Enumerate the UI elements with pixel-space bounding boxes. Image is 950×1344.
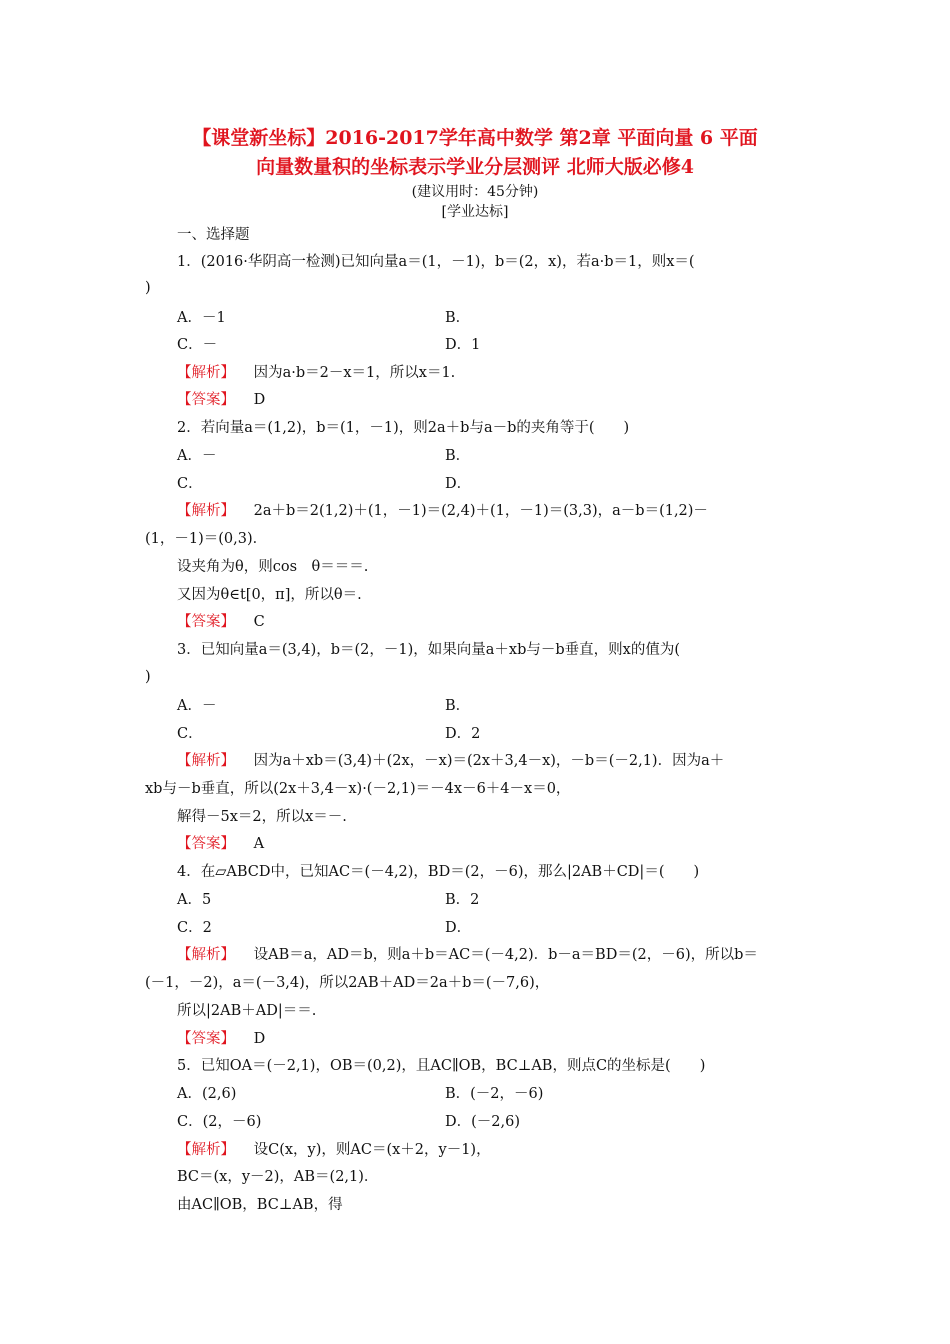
- q4-option-d: D．: [445, 920, 472, 936]
- q3-stem-line-2: ): [145, 669, 151, 685]
- q1-analysis-text: 因为a·b＝2－x＝1，所以x＝1.: [253, 365, 456, 381]
- q4-option-b: B．2: [445, 892, 480, 908]
- q2-answer-value: C: [253, 614, 265, 630]
- q5-option-b: B．(－2，－6): [445, 1086, 544, 1102]
- q1-stem-line-2: ): [145, 280, 151, 296]
- q4-analysis-line-3: 所以|2AB＋AD|＝＝.: [177, 1003, 317, 1019]
- q3-analysis-line-1: [177, 751, 724, 771]
- q3-option-b: B．: [445, 698, 471, 714]
- section-label: [学业达标]: [441, 204, 509, 220]
- section-heading: 一、选择题: [177, 227, 250, 243]
- q5-analysis-text-1: 设C(x，y)，则AC＝(x＋2，y－1)，: [253, 1142, 491, 1158]
- title-line-2: 向量数量积的坐标表示学业分层测评 北师大版必修4: [256, 156, 694, 178]
- q3-analysis-line-2: xb与－b垂直，所以(2x＋3,4－x)·(－2,1)＝－4x－6＋4－x＝0，: [145, 781, 571, 797]
- q1-answer: [177, 390, 265, 410]
- q3-analysis-text-1: 因为a＋xb＝(3,4)＋(2x，－x)＝(2x＋3,4－x)，－b＝(－2,1)．因为a＋: [253, 753, 725, 769]
- q5-stem: 5．已知OA＝(－2,1)，OB＝(0,2)，且AC∥OB，BC⊥AB，则点C的坐标是( ): [177, 1058, 706, 1074]
- q3-answer: [177, 834, 264, 854]
- q4-answer-value: D: [253, 1031, 266, 1047]
- analysis-tag: 【解析】: [177, 1142, 235, 1158]
- q1-option-d: D．1: [445, 337, 481, 353]
- time-hint: (建议用时：45分钟): [411, 184, 539, 200]
- q2-analysis-line-3: 设夹角为θ，则cos θ＝＝＝.: [177, 559, 369, 575]
- q2-analysis-line-2: (1，－1)＝(0,3)．: [145, 531, 268, 547]
- q2-option-d: D．: [445, 476, 472, 492]
- q2-analysis-text-1: 2a＋b＝2(1,2)＋(1，－1)＝(2,4)＋(1，－1)＝(3,3)，a－b＝(1,2)－: [253, 503, 708, 519]
- q4-option-c: C．2: [177, 920, 212, 936]
- q4-analysis-line-2: (－1，－2)，a＝(－3,4)，所以2AB＋AD＝2a＋b＝(－7,6)，: [145, 975, 550, 991]
- analysis-tag: 【解析】: [177, 947, 235, 963]
- q1-option-c: C．－: [177, 337, 218, 353]
- analysis-tag: 【解析】: [177, 365, 235, 381]
- q4-analysis-line-1: [177, 945, 758, 965]
- analysis-tag: 【解析】: [177, 753, 235, 769]
- analysis-tag: 【解析】: [177, 503, 235, 519]
- q3-option-a: A．－: [177, 698, 217, 714]
- q1-option-a: A．－1: [177, 310, 226, 326]
- answer-tag: 【答案】: [177, 836, 235, 852]
- q2-answer: [177, 612, 265, 632]
- q2-analysis-line-4: 又因为θ∈t[0，π]，所以θ＝.: [177, 587, 362, 603]
- q2-option-b: B．: [445, 448, 471, 464]
- q4-answer: [177, 1029, 265, 1049]
- q5-option-a: A．(2,6): [177, 1086, 237, 1102]
- q3-stem-line-1: 3．已知向量a＝(3,4)，b＝(2，－1)，如果向量a＋xb与－b垂直，则x的值为(: [177, 642, 681, 658]
- q5-option-c: C．(2，－6): [177, 1114, 262, 1130]
- q1-analysis: [177, 363, 455, 383]
- q2-analysis-line-1: [177, 501, 708, 521]
- q2-stem: 2．若向量a＝(1,2)，b＝(1，－1)，则2a＋b与a－b的夹角等于( ): [177, 420, 630, 436]
- q2-option-c: C．: [177, 476, 203, 492]
- q4-option-a: A．5: [177, 892, 212, 908]
- q1-stem-line-1: 1．(2016·华阴高一检测)已知向量a＝(1，－1)，b＝(2，x)，若a·b＝1，则x＝(: [177, 254, 695, 270]
- title-line-1: 【课堂新坐标】2016-2017学年高中数学 第2章 平面向量 6 平面: [192, 127, 758, 149]
- q5-option-d: D．(－2,6): [445, 1114, 520, 1130]
- q2-option-a: A．－: [177, 448, 217, 464]
- q4-analysis-text-1: 设AB＝a，AD＝b，则a＋b＝AC＝(－4,2)．b－a＝BD＝(2，－6)，所以b＝: [253, 947, 758, 963]
- q1-answer-value: D: [253, 392, 266, 408]
- answer-tag: 【答案】: [177, 1031, 235, 1047]
- answer-tag: 【答案】: [177, 392, 235, 408]
- q3-option-d: D．2: [445, 726, 481, 742]
- document-title: [120, 124, 830, 182]
- answer-tag: 【答案】: [177, 614, 235, 630]
- q3-option-c: C．: [177, 726, 203, 742]
- q5-analysis-line-1: [177, 1140, 491, 1160]
- q3-answer-value: A: [253, 836, 265, 852]
- q5-analysis-line-3: 由AC∥OB，BC⊥AB，得: [177, 1197, 343, 1213]
- q3-analysis-line-3: 解得－5x＝2，所以x＝－.: [177, 809, 347, 825]
- q4-stem: 4．在▱ABCD中，已知AC＝(－4,2)，BD＝(2，－6)，那么|2AB＋CD|＝( ): [177, 864, 700, 880]
- q5-analysis-line-2: BC＝(x，y－2)，AB＝(2,1)．: [177, 1169, 379, 1185]
- q1-option-b: B．: [445, 310, 471, 326]
